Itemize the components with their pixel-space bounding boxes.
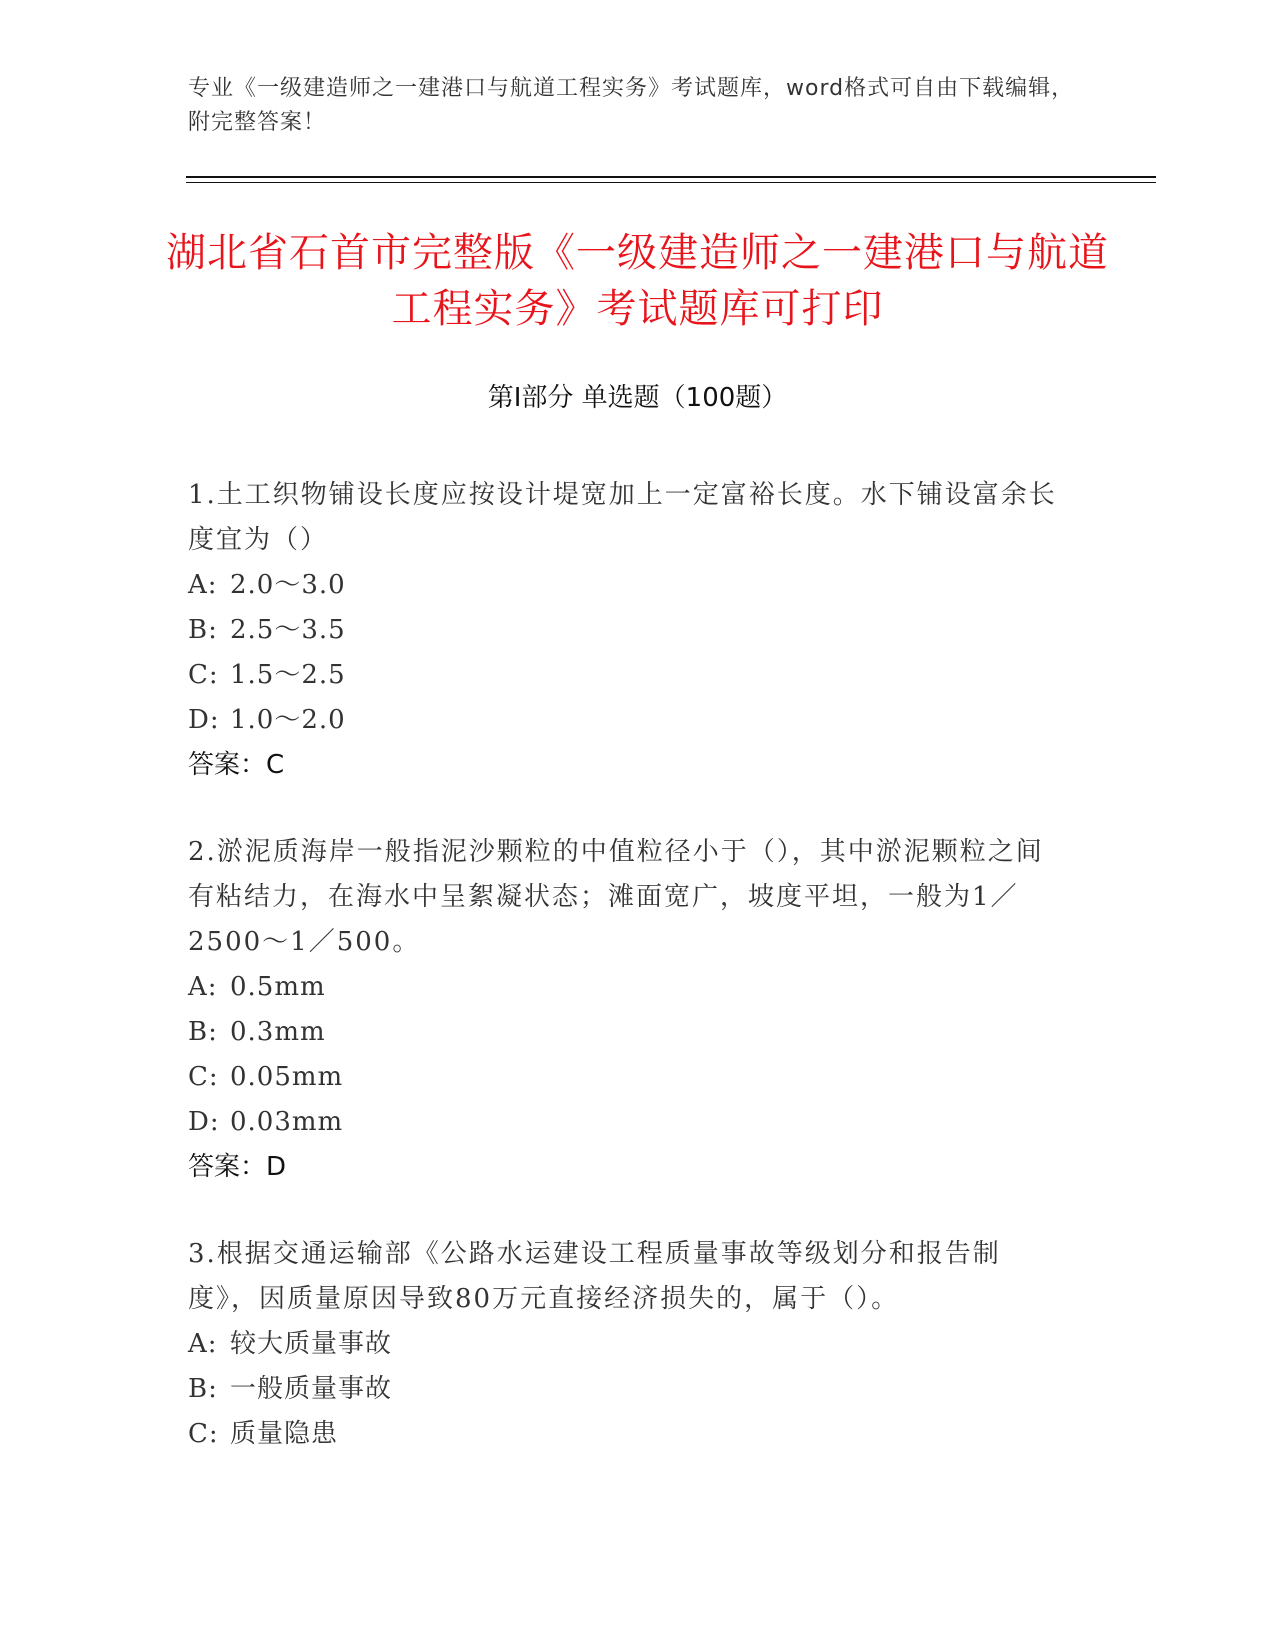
option-b [188,608,1068,653]
option-label: C: [188,1062,219,1092]
option-text: 质量隐患 [230,1419,339,1449]
option-text: 0.5mm [230,972,326,1002]
option-d [188,1100,1068,1145]
option-text: 一般质量事故 [230,1374,393,1404]
option-text: 0.03mm [230,1107,344,1137]
answer: 答案：D [188,1152,287,1182]
option-label: A: [188,1329,218,1359]
option-label: A: [188,972,218,1002]
option-a [188,965,1068,1010]
option-label: D: [188,705,220,735]
document-title: 湖北省石首市完整版《一级建造师之一建港口与航道工程实务》考试题库可打印 [166,230,1109,332]
option-text: 1.0～2.0 [230,705,346,735]
option-label: B: [188,615,218,645]
option-text: 0.05mm [230,1062,344,1092]
question-text: 2.淤泥质海岸一般指泥沙颗粒的中值粒径小于（），其中淤泥颗粒之间有粘结力，在海水中呈絮凝状态；滩面宽广，坡度平坦，一般为1／2500～1／500。 [188,837,1044,957]
option-d [188,698,1068,743]
option-c [188,1055,1068,1100]
section-title: 第Ⅰ部分 单选题（100题） [487,383,788,413]
question-list [188,473,1068,1499]
option-b [188,1010,1068,1055]
option-label: D: [188,1107,220,1137]
option-c [188,653,1068,698]
answer: 答案：C [188,750,285,780]
question-3 [188,1232,1068,1457]
option-label: B: [188,1017,218,1047]
header-divider-thick [186,176,1156,178]
question-2 [188,830,1068,1190]
option-text: 0.3mm [230,1017,326,1047]
option-label: C: [188,660,219,690]
option-text: 2.5～3.5 [230,615,346,645]
option-label: B: [188,1374,218,1404]
option-a [188,1322,1068,1367]
option-text: 较大质量事故 [230,1329,393,1359]
question-text: 1.土工织物铺设长度应按设计堤宽加上一定富裕长度。水下铺设富余长度宜为（） [188,480,1057,555]
option-text: 2.0～3.0 [230,570,346,600]
option-b [188,1367,1068,1412]
option-label: C: [188,1419,219,1449]
question-text: 3.根据交通运输部《公路水运建设工程质量事故等级划分和报告制度》，因质量原因导致80万元直接经济损失的，属于（）。 [188,1239,1001,1314]
option-text: 1.5～2.5 [230,660,346,690]
header-divider-thin [186,182,1156,183]
option-a [188,563,1068,608]
option-c [188,1412,1068,1457]
header-note: 专业《一级建造师之一建港口与航道工程实务》考试题库，word格式可自由下载编辑，附完整答案！ [188,76,1075,135]
option-label: A: [188,570,218,600]
question-1 [188,473,1068,788]
